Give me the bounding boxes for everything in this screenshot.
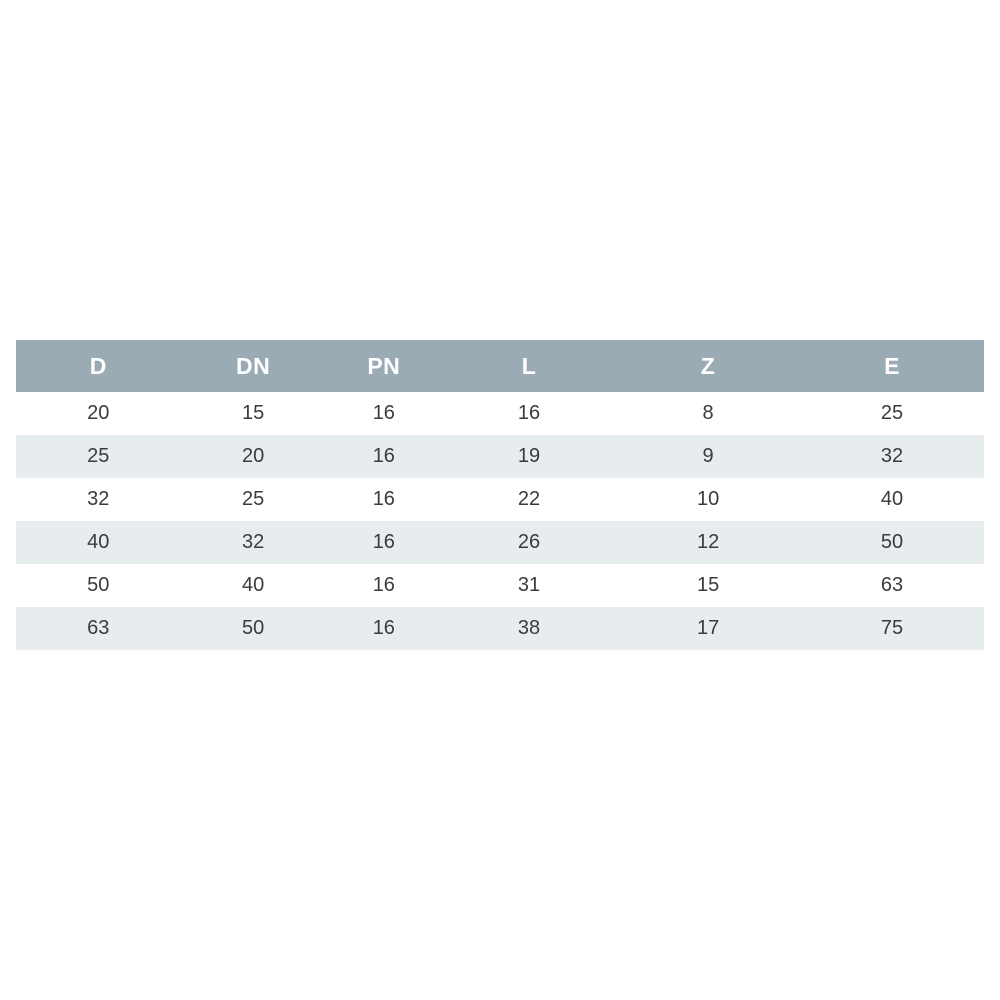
- cell-z: 9: [702, 445, 714, 467]
- cell-l: 31: [517, 574, 541, 596]
- table-header-row: [16, 340, 984, 392]
- spec-table-container: [16, 340, 984, 650]
- cell-dn: 40: [242, 574, 265, 596]
- cell-z: 8: [702, 402, 714, 424]
- cell-d: 63: [87, 617, 110, 639]
- cell-l: 26: [517, 531, 541, 553]
- cell-l: 16: [517, 402, 541, 424]
- cell-dn: 32: [242, 531, 265, 553]
- cell-pn: 16: [372, 445, 395, 467]
- column-header-e: E: [884, 352, 900, 379]
- cell-e: 40: [880, 488, 904, 510]
- column-header-z: Z: [700, 352, 716, 379]
- cell-z: 10: [696, 488, 720, 510]
- cell-e: 75: [880, 617, 904, 639]
- cell-z: 15: [696, 574, 720, 596]
- table-row: [16, 478, 984, 521]
- table-row: [16, 607, 984, 650]
- cell-dn: 15: [242, 402, 265, 424]
- cell-d: 32: [87, 488, 110, 510]
- table-row: [16, 435, 984, 478]
- cell-dn: 25: [242, 488, 265, 510]
- cell-e: 25: [880, 402, 904, 424]
- cell-pn: 16: [372, 488, 395, 510]
- column-header-l: L: [521, 352, 537, 379]
- cell-e: 50: [880, 531, 904, 553]
- cell-d: 50: [87, 574, 110, 596]
- table-body: [16, 392, 984, 650]
- cell-e: 63: [880, 574, 904, 596]
- cell-pn: 16: [372, 531, 395, 553]
- cell-dn: 50: [242, 617, 265, 639]
- cell-pn: 16: [372, 402, 395, 424]
- cell-e: 32: [880, 445, 904, 467]
- cell-l: 38: [517, 617, 541, 639]
- cell-z: 12: [696, 531, 720, 553]
- table-row: [16, 564, 984, 607]
- cell-pn: 16: [372, 574, 395, 596]
- cell-d: 20: [87, 402, 110, 424]
- cell-d: 25: [87, 445, 110, 467]
- column-header-d: D: [89, 352, 107, 379]
- table-row: [16, 521, 984, 564]
- cell-pn: 16: [372, 617, 395, 639]
- cell-z: 17: [696, 617, 720, 639]
- table-row: [16, 392, 984, 435]
- column-header-pn: PN: [367, 352, 401, 379]
- cell-dn: 20: [242, 445, 265, 467]
- cell-l: 22: [517, 488, 541, 510]
- cell-l: 19: [517, 445, 541, 467]
- dimensions-table: [16, 340, 984, 650]
- column-header-dn: DN: [236, 352, 271, 379]
- cell-d: 40: [87, 531, 110, 553]
- table-header: [16, 340, 984, 392]
